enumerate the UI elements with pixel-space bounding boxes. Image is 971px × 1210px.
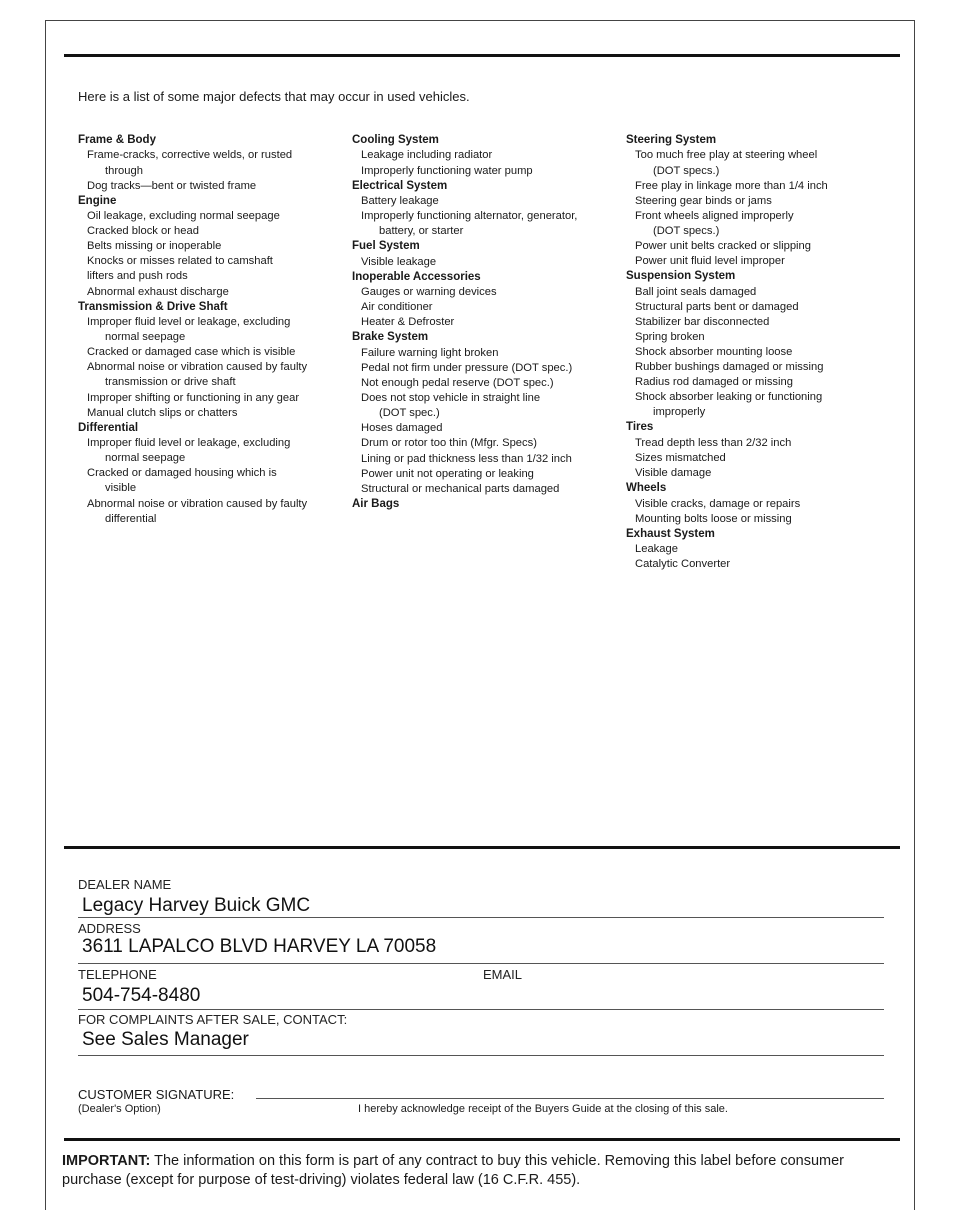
defect-item [352, 482, 617, 497]
defect-item-text: Frame-cracks, corrective welds, or rusted [87, 149, 293, 162]
defect-item [626, 254, 906, 269]
defect-section-title: Transmission & Drive Shaft [78, 300, 228, 313]
defect-item [626, 194, 906, 209]
defect-item [626, 466, 906, 481]
defect-item-continuation: normal seepage [105, 331, 186, 344]
customer-signature-label: CUSTOMER SIGNATURE: [78, 1087, 235, 1102]
dealer-option-note: (Dealer's Option) [78, 1103, 161, 1115]
defect-item [626, 512, 906, 527]
defect-item [78, 345, 343, 360]
defect-item-text: Abnormal noise or vibration caused by faulty [87, 497, 308, 510]
dealer-name-value[interactable]: Legacy Harvey Buick GMC [82, 895, 311, 916]
customer-signature-line[interactable] [256, 1098, 884, 1099]
defect-item [352, 391, 617, 421]
section-rule [64, 846, 900, 849]
defect-section-title: Electrical System [352, 179, 448, 192]
defect-item [78, 285, 343, 300]
defect-item-continuation: improperly [653, 406, 706, 419]
important-text: The information on this form is part of any contract to buy this vehicle. Removing this label before consumer purchase (except for purpose of test-driving) violates federal law (16 C.F.R. 455). [62, 1153, 844, 1188]
defect-item-text: Improperly functioning alternator, generator, [361, 210, 578, 223]
defect-item [626, 436, 906, 451]
defect-item-text: Too much free play at steering wheel [635, 149, 818, 162]
defect-section [626, 481, 906, 527]
defect-item [78, 436, 343, 466]
defect-item [352, 315, 617, 330]
defect-item [78, 497, 343, 527]
defect-section-title: Differential [78, 421, 139, 434]
defect-section-title: Tires [626, 421, 654, 434]
defect-item-text: Radius rod damaged or missing [635, 376, 793, 389]
defect-item-text: Shock absorber mounting loose [635, 345, 793, 358]
defects-column-2 [352, 133, 617, 512]
defect-section-title: Inoperable Accessories [352, 270, 481, 283]
defect-section [626, 133, 906, 269]
email-label: EMAIL [483, 967, 523, 982]
defect-section [352, 330, 617, 496]
defect-item-text: Ball joint seals damaged [635, 285, 757, 298]
defect-item [352, 346, 617, 361]
dealer-name-label: DEALER NAME [78, 877, 172, 892]
defect-item-text: Power unit not operating or leaking [361, 467, 534, 480]
defect-item-text: Abnormal noise or vibration caused by faulty [87, 361, 308, 374]
defect-item [626, 360, 906, 375]
defect-item-text: Stabilizer bar disconnected [635, 315, 770, 328]
defect-item-text: Steering gear binds or jams [635, 194, 772, 207]
defect-item [626, 557, 906, 572]
defect-section-title: Frame & Body [78, 134, 156, 146]
defect-section [352, 133, 617, 179]
defect-item-text: Oil leakage, excluding normal seepage [87, 210, 280, 223]
defect-item [626, 315, 906, 330]
acknowledge-text: I hereby acknowledge receipt of the Buyers Guide at the closing of this sale. [358, 1103, 728, 1115]
defect-section [78, 133, 343, 194]
defect-section-title: Cooling System [352, 134, 439, 146]
defect-item [78, 209, 343, 224]
defect-item-text: Spring broken [635, 330, 705, 343]
bottom-rule [64, 1138, 900, 1141]
defect-item [352, 300, 617, 315]
defect-item-text: Lining or pad thickness less than 1/32 inch [361, 452, 572, 465]
defect-item-text: Visible leakage [361, 255, 437, 268]
defect-item [78, 224, 343, 239]
defect-section-title: Steering System [626, 134, 717, 146]
defect-item-text: Not enough pedal reserve (DOT spec.) [361, 377, 554, 390]
defect-section [352, 179, 617, 240]
defect-item [352, 148, 617, 163]
defect-section-title: Wheels [626, 482, 667, 495]
defect-item [78, 360, 343, 390]
defect-item-text: Heater & Defroster [361, 316, 455, 329]
defect-item [78, 466, 343, 496]
defect-item-text: Visible damage [635, 467, 712, 479]
defect-item-text: Improper fluid level or leakage, excluding [87, 437, 291, 450]
complaints-field[interactable] [78, 1010, 884, 1056]
buyers-guide-page [45, 20, 915, 1210]
defect-item [626, 345, 906, 360]
defect-item-text: Leakage [635, 543, 678, 556]
dealer-name-field[interactable] [78, 871, 884, 918]
important-lead: IMPORTANT: [62, 1153, 151, 1169]
defect-section [626, 420, 906, 481]
defect-item [78, 315, 343, 345]
defect-item [78, 269, 343, 284]
defect-item [626, 497, 906, 512]
defect-item [352, 452, 617, 467]
defect-section-title: Engine [78, 194, 117, 207]
defect-item-continuation: battery, or starter [379, 225, 464, 238]
defect-item-continuation: normal seepage [105, 452, 186, 465]
defect-item-text: Free play in linkage more than 1/4 inch [635, 179, 828, 192]
defect-item [78, 148, 343, 178]
defect-item-text: Visible cracks, damage or repairs [635, 497, 801, 510]
defect-section [78, 421, 343, 527]
defect-section [626, 527, 906, 573]
defect-item-text: Improper fluid level or leakage, excluding [87, 316, 291, 329]
defect-item [352, 436, 617, 451]
defect-item [78, 179, 343, 194]
defect-item [352, 421, 617, 436]
defect-item-text: Battery leakage [361, 195, 439, 207]
defect-item-text: Belts missing or inoperable [87, 240, 222, 253]
defect-section [352, 270, 617, 331]
important-notice [62, 1152, 892, 1190]
defect-item [352, 164, 617, 179]
defects-column-3 [626, 133, 906, 572]
defect-item [626, 239, 906, 254]
defect-item-text: Drum or rotor too thin (Mfgr. Specs) [361, 437, 537, 450]
telephone-field[interactable] [78, 964, 884, 1010]
defect-section [78, 300, 343, 421]
defect-item-text: Cracked or damaged housing which is [87, 467, 277, 480]
defect-item-continuation: through [105, 164, 143, 177]
defect-item-text: Gauges or warning devices [361, 286, 497, 299]
defect-item [78, 391, 343, 406]
defect-item-text: Structural parts bent or damaged [635, 300, 799, 313]
defect-section-title: Suspension System [626, 270, 736, 283]
defect-section-title: Exhaust System [626, 527, 715, 540]
defect-section [626, 269, 906, 420]
defect-item [352, 467, 617, 482]
telephone-label: TELEPHONE [78, 967, 157, 982]
defect-item-text: Knocks or misses related to camshaft [87, 255, 273, 268]
defect-item-continuation: visible [105, 482, 137, 495]
defect-item [352, 209, 617, 239]
defect-item-text: Air conditioner [361, 301, 433, 314]
defect-item-text: Improperly functioning water pump [361, 164, 533, 177]
defect-item-text: Manual clutch slips or chatters [87, 406, 238, 419]
defect-item-text: Mounting bolts loose or missing [635, 512, 792, 525]
defect-item [626, 209, 906, 239]
defect-item [78, 406, 343, 421]
address-label: ADDRESS [78, 921, 141, 936]
top-rule [64, 54, 900, 57]
defect-item [352, 255, 617, 270]
defect-item [78, 254, 343, 269]
defect-item [626, 451, 906, 466]
defect-item [352, 285, 617, 300]
defect-section-title: Air Bags [352, 497, 400, 510]
defects-column-1 [78, 133, 343, 527]
defect-item-continuation: (DOT specs.) [653, 224, 720, 237]
defect-item-text: lifters and push rods [87, 270, 188, 283]
defect-item [626, 285, 906, 300]
defect-item [626, 330, 906, 345]
defect-item-continuation: transmission or drive shaft [105, 376, 236, 389]
address-value[interactable]: 3611 LAPALCO BLVD HARVEY LA 70058 [82, 936, 437, 957]
defect-item-text: Failure warning light broken [361, 346, 499, 359]
defect-item-text: Abnormal exhaust discharge [87, 285, 229, 298]
defect-section [352, 497, 617, 512]
defect-item-text: Structural or mechanical parts damaged [361, 482, 560, 495]
defect-item-text: Rubber bushings damaged or missing [635, 361, 824, 374]
defect-item-continuation: (DOT spec.) [379, 407, 440, 420]
defect-item [78, 239, 343, 254]
defect-item-text: Catalytic Converter [635, 558, 731, 571]
intro-text: Here is a list of some major defects that may occur in used vehicles. [78, 89, 470, 104]
defect-section [78, 194, 343, 300]
defect-item-text: Does not stop vehicle in straight line [361, 392, 541, 405]
defect-item [626, 179, 906, 194]
defect-item-text: Cracked or damaged case which is visible [87, 346, 296, 359]
defect-item-continuation: differential [105, 512, 157, 525]
defect-item-text: Power unit fluid level improper [635, 255, 785, 268]
telephone-value[interactable]: 504-754-8480 [82, 985, 201, 1006]
defect-item [352, 361, 617, 376]
defect-item-text: Tread depth less than 2/32 inch [635, 436, 792, 449]
defect-item-text: Improper shifting or functioning in any gear [87, 391, 300, 404]
defect-item-text: Shock absorber leaking or functioning [635, 391, 823, 404]
defect-item-text: Leakage including radiator [361, 149, 493, 162]
defect-section-title: Fuel System [352, 240, 420, 253]
defect-item [626, 148, 906, 178]
defect-item-text: Pedal not firm under pressure (DOT spec.) [361, 361, 573, 374]
defect-item-text: Power unit belts cracked or slipping [635, 239, 811, 252]
defect-section [352, 239, 617, 270]
defect-item-text: Cracked block or head [87, 225, 199, 238]
defect-item [626, 375, 906, 390]
defect-item [352, 194, 617, 209]
defect-item-text: Sizes mismatched [635, 451, 726, 464]
defect-item [626, 390, 906, 420]
address-field[interactable] [78, 918, 884, 964]
defect-item-text: Hoses damaged [361, 422, 443, 435]
defect-item-text: Front wheels aligned improperly [635, 209, 794, 222]
defect-item [626, 542, 906, 557]
complaints-label: FOR COMPLAINTS AFTER SALE, CONTACT: [78, 1012, 348, 1027]
defect-item-text: Dog tracks—bent or twisted frame [87, 179, 257, 192]
defect-item-continuation: (DOT specs.) [653, 164, 720, 177]
defect-item [352, 376, 617, 391]
defect-item [626, 300, 906, 315]
complaints-value[interactable]: See Sales Manager [82, 1029, 249, 1050]
defect-section-title: Brake System [352, 331, 429, 344]
